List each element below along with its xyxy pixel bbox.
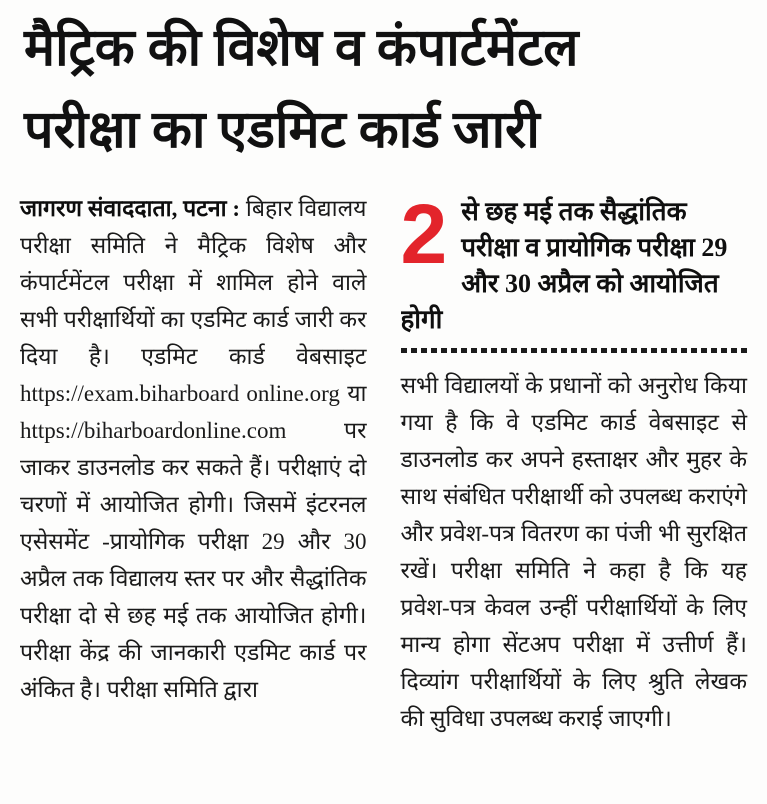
- callout-number: 2: [400, 194, 448, 281]
- left-column: [20, 190, 367, 737]
- right-column: [401, 190, 748, 737]
- dotted-separator: [401, 348, 748, 353]
- callout-box: [401, 194, 748, 338]
- callout-text: से छह मई तक सैद्धांतिक परीक्षा व प्रायोगिक परीक्षा 29 और 30 अप्रैल को आयोजित होगी: [400, 197, 728, 334]
- right-column-text: सभी विद्यालयों के प्रधानों को अनुरोध किया गया है कि वे एडमिट कार्ड वेबसाइट से डाउनलोड कर अपने हस्ताक्षर और मुहर के साथ संबंधित परीक्षार्थी को उपलब्ध कराएंगे और प्रवेश-पत्र वितरण का पंजी भी सुरक्षित रखें। परीक्षा समिति ने कहा है कि यह प्रवेश-पत्र केवल उन्हीं परीक्षार्थियों के लिए मान्य होगा सेंटअप परीक्षा में उत्तीर्ण हैं। दिव्यांग परीक्षार्थियों के लिए श्रुति लेखक की सुविधा उपलब्ध कराई जाएगी।: [400, 373, 747, 731]
- left-column-paragraph: [20, 190, 367, 708]
- byline: जागरण संवाददाता, पटना :: [20, 196, 241, 221]
- article-columns: [16, 190, 751, 737]
- headline: [16, 6, 751, 172]
- headline-line-1: मैट्रिक की विशेष व कंपार्टमेंटल: [24, 20, 579, 77]
- left-column-text: बिहार विद्यालय परीक्षा समिति ने मैट्रिक विशेष और कंपार्टमेंटल परीक्षा में शामिल होने वाले सभी परीक्षार्थियों का एडमिट कार्ड जारी कर दिया है। एडमिट कार्ड वेबसाइट https://exam.biharboard online.org या https://biharboardonline.com पर जाकर डाउनलोड कर सकते हैं। परीक्षाएं दो चरणों में आयोजित होगी। जिसमें इंटरनल एसेसमेंट -प्रायोगिक परीक्षा 29 और 30 अप्रैल तक विद्यालय स्तर पर और सैद्धांतिक परीक्षा दो से छह मई तक आयोजित होगी। परीक्षा केंद्र की जानकारी एडमिट कार्ड पर अंकित है। परीक्षा समिति द्वारा: [20, 196, 367, 702]
- headline-line-2: परीक्षा का एडमिट कार्ड जारी: [24, 102, 540, 159]
